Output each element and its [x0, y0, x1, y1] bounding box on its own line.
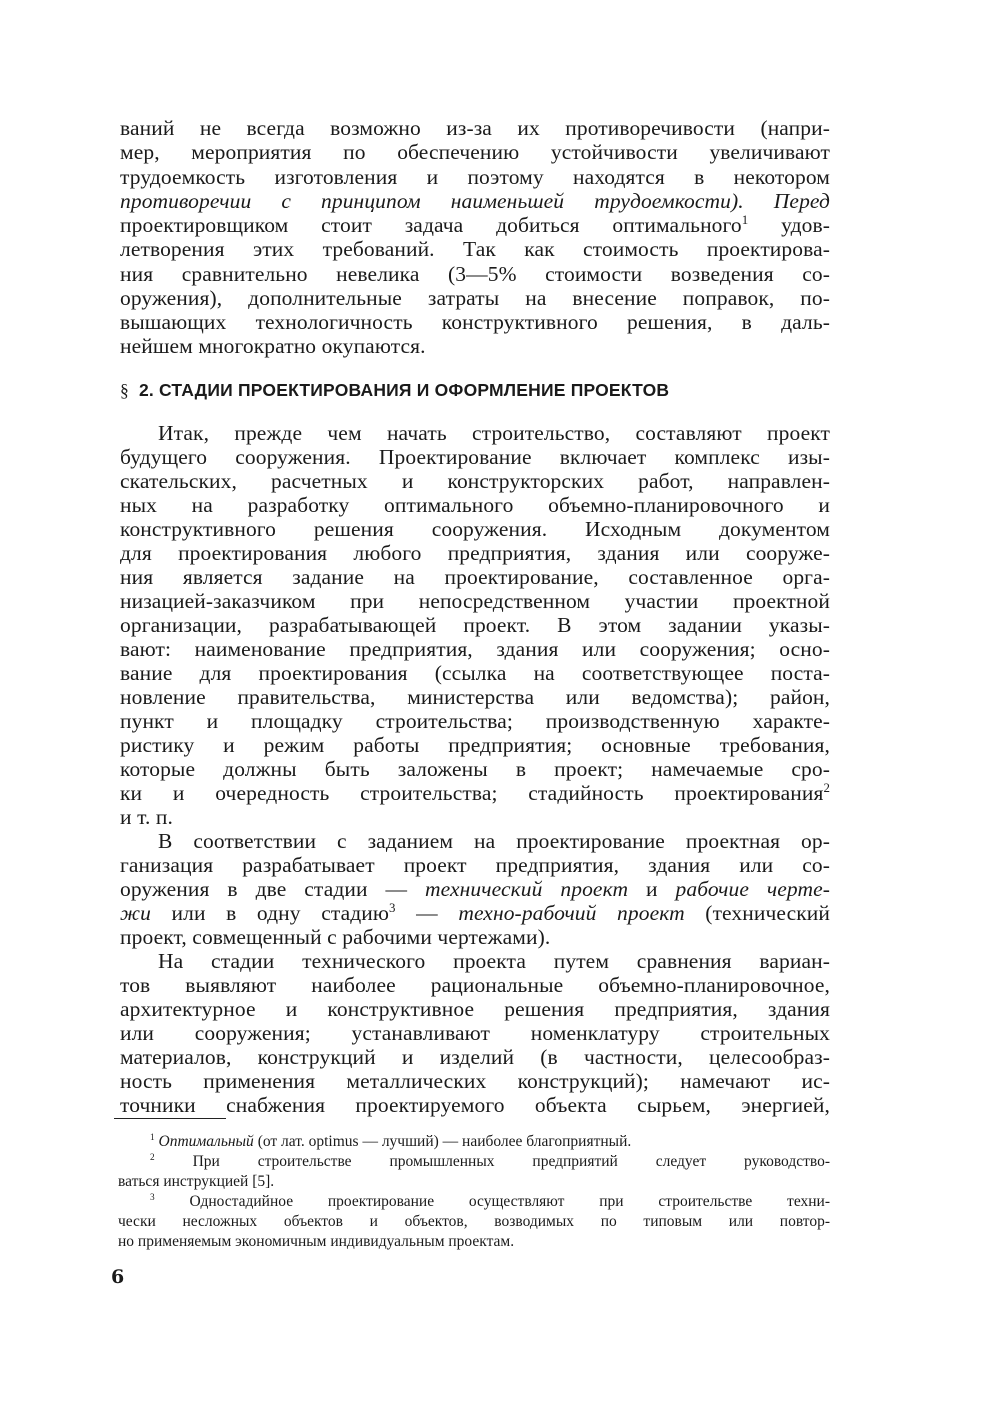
text-line: точники снабжения проектируемого объекта сырьем, энергией,: [120, 1093, 830, 1117]
section-heading: [120, 379, 760, 401]
footnote-3-cont: но применяемым экономичным индивидуальным проектам.: [118, 1233, 515, 1250]
text-line: ность применения металлических конструкций); намечают ис-: [120, 1069, 830, 1093]
footnote-1: $^1$ Оптимальный (от лат. optimus — лучший) — наиболее благоприятный.: [150, 1132, 632, 1150]
text-line: ваний не всегда возможно из-за их противоречивости (напри-: [120, 116, 830, 140]
text-line: Итак, прежде чем начать строительство, составляют проект: [158, 421, 830, 445]
text-line: нейшем многократно окупаются.: [120, 334, 426, 358]
text-line: ния является задание на проектирование, составленное орга-: [120, 565, 830, 589]
italic-term: жи: [120, 901, 151, 925]
text-line: мер, мероприятия по обеспечению устойчивости увеличивают: [120, 140, 830, 164]
footnote-3: $^3$ Одностадийное проектирование осуществляют при строительстве техни-: [150, 1192, 831, 1210]
text-line: В соответствии с заданием на проектирование проектная ор-: [158, 829, 830, 853]
text-line: будущего сооружения. Проектирование включает комплекс изы-: [120, 445, 830, 469]
text-line: оружения), дополнительные затраты на внесение поправок, по-: [120, 286, 830, 310]
text-line: проектировщиком стоит задача добиться оптимального$^1$ удов-: [120, 212, 830, 237]
italic-term: рабочие черте-: [675, 877, 831, 901]
text-line: пункт и площадку строительства; производственную характе-: [120, 709, 830, 733]
text-line: [120, 189, 830, 213]
text-line: тов выявляют наиболее рациональные объемно-планировочное,: [120, 973, 830, 997]
text-line: для проектирования любого предприятия, здания или сооруже-: [120, 541, 830, 565]
text-line: которые должны быть заложены в проект; намечаемые сро-: [120, 757, 830, 781]
text-line: ганизация разрабатывает проект предприятия, здания или со-: [120, 853, 830, 877]
text-line: вышающих технологичность конструктивного решения, в даль-: [120, 310, 830, 334]
text-line: и т. п.: [120, 805, 173, 829]
text-line: ния сравнительно невелика (3—5% стоимости возведения со-: [120, 262, 830, 286]
section-title: 2. СТАДИИ ПРОЕКТИРОВАНИЯ И ОФОРМЛЕНИЕ ПРОЕКТОВ: [138, 380, 670, 400]
text-line: На стадии технического проекта путем сравнения вариан-: [158, 949, 830, 973]
italic-term: технический проект: [425, 877, 629, 901]
text-line: новление правительства, министерства или ведомства); район,: [120, 685, 830, 709]
section-symbol: §: [120, 380, 129, 400]
text-line: вают: наименование предприятия, здания или сооружения; осно-: [120, 637, 830, 661]
text-line: ристику и режим работы предприятия; основные требования,: [120, 733, 830, 757]
page-number: 6: [111, 1266, 125, 1288]
text-line: конструктивного решения сооружения. Исходным документом: [120, 517, 830, 541]
footnote-ref-1[interactable]: 1: [741, 212, 749, 227]
text-line: ки и очередность строительства; стадийность проектирования$^2$: [120, 780, 830, 805]
footnote-3-cont: чески несложных объектов и объектов, возводимых по типовым или повтор-: [118, 1213, 830, 1230]
text-line: оружения в две стадии — технический проект и рабочие черте-: [120, 877, 831, 901]
text-line: вание для проектирования (ссылка на соответствующее поста-: [120, 661, 830, 685]
text-line: трудоемкость изготовления и поэтому находятся в некотором: [120, 165, 830, 189]
text-line: или сооружения; устанавливают номенклатуру строительных: [120, 1021, 830, 1045]
italic-phrase: противоречии с принципом наименьшей трудоемкости). Перед: [120, 189, 830, 213]
text-line: скательских, расчетных и конструкторских работ, направлен-: [120, 469, 830, 493]
footnote-2-cont: ваться инструкцией [5].: [118, 1173, 275, 1190]
italic-term: техно-рабочий проект: [458, 901, 685, 925]
footnote-divider: [114, 1118, 226, 1119]
footnote-2: $^2$ При строительстве промышленных предприятий следует руководство-: [150, 1152, 830, 1170]
text-line: жи или в одну стадию$^3$ — техно-рабочий проект (технический: [120, 900, 830, 925]
text-line: архитектурное и конструктивное решения предприятия, здания: [120, 997, 830, 1021]
text-line: проект, совмещенный с рабочими чертежами).: [120, 925, 551, 949]
text-line: организации, разрабатывающей проект. В этом задании указы-: [120, 613, 830, 637]
footnote-ref-2[interactable]: 2: [823, 780, 830, 795]
footnote-ref-3[interactable]: 3: [389, 900, 396, 915]
text-line: низацией-заказчиком при непосредственном участии проектной: [120, 589, 830, 613]
text-line: летворения этих требований. Так как стоимость проектирова-: [120, 237, 830, 261]
text-line: ных на разработку оптимального объемно-планировочного и: [120, 493, 830, 517]
text-line: материалов, конструкций и изделий (в частности, целесообраз-: [120, 1045, 830, 1069]
